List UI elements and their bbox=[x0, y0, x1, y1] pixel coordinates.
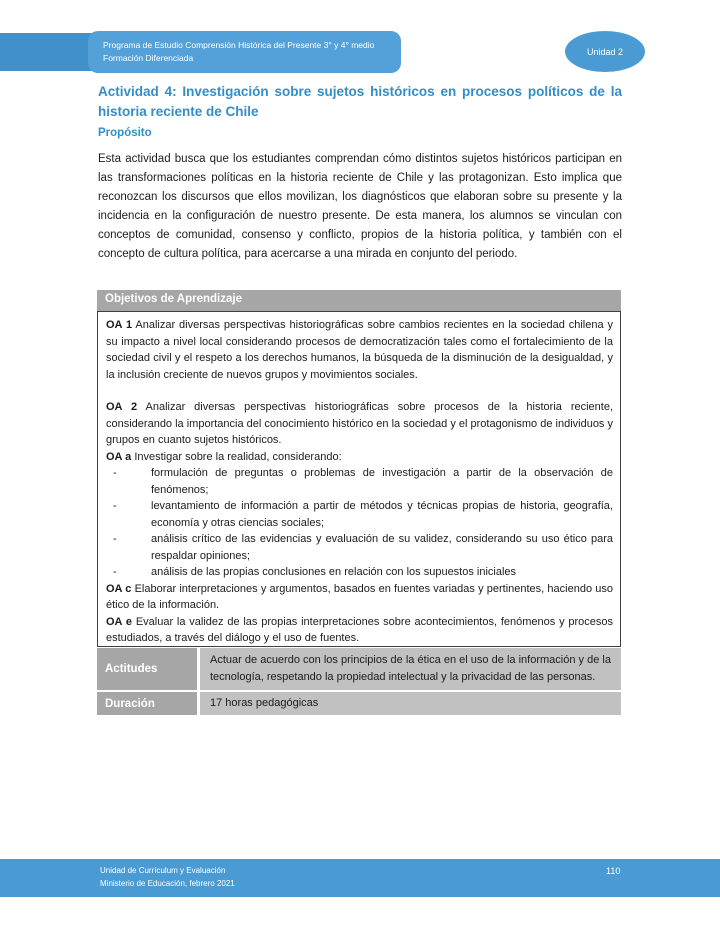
unit-badge bbox=[565, 31, 645, 72]
dash-bullet: - bbox=[113, 500, 117, 512]
bullet-item bbox=[106, 465, 613, 498]
oa2-text: Analizar diversas perspectivas historiográficas sobre procesos de la historia reciente, considerando la importancia del conocimiento histórico en la sociedad y el protagonismo de individuos y grupos en cuanto sujetos históricos. bbox=[106, 401, 614, 446]
oaa-item bbox=[106, 449, 613, 466]
bullet-item bbox=[106, 531, 613, 564]
program-title: Programa de Estudio Comprensión Histórica del Presente 3° y 4° medio bbox=[103, 40, 375, 50]
oaa-text: Investigar sobre la realidad, considerando: bbox=[134, 450, 342, 463]
oaa-label: OA a bbox=[106, 450, 132, 463]
oa1-label: OA 1 bbox=[106, 319, 133, 331]
purpose-heading: Propósito bbox=[98, 127, 152, 139]
duration-content bbox=[200, 692, 621, 715]
attitudes-label: Actitudes bbox=[97, 648, 200, 690]
oac-text: Elaborar interpretaciones y argumentos, basados en fuentes variadas y pertinentes, haciendo uso ético de la información. bbox=[106, 582, 613, 611]
duration-row bbox=[97, 692, 621, 715]
purpose-paragraph: Esta actividad busca que los estudiantes comprendan cómo distintos sujetos históricos participan en las transformaciones políticas en la historia reciente de Chile y las protagonizan. Esto implica que reconozcan los discursos que ellos movilizan, los diagnósticos que elaboran sobre su presente y la incidencia en la configuración de nuestro presente. De esta manera, los alumnos se vinculan con conceptos de comunidad, consenso y conflicto, propios de la historia política, y también con el concepto de cultura política, para acercarse a una mirada en conjunto del periodo. bbox=[98, 153, 622, 260]
oa2-item bbox=[106, 399, 613, 449]
footer-ministry: Ministerio de Educación, febrero 2021 bbox=[100, 878, 235, 888]
bullet-text: formulación de preguntas o problemas de investigación a partir de la observación de fenómenos; bbox=[151, 467, 613, 496]
objectives-table-body bbox=[97, 311, 621, 647]
dash-bullet: - bbox=[113, 566, 117, 578]
duration-label: Duración bbox=[97, 692, 200, 715]
bullet-item bbox=[106, 498, 613, 531]
objectives-table bbox=[97, 290, 621, 647]
oae-label: OA e bbox=[106, 615, 133, 628]
header-band bbox=[0, 33, 97, 71]
objectives-table-header: Objetivos de Aprendizaje bbox=[97, 290, 621, 311]
oa1-text: Analizar diversas perspectivas historiográficas sobre cambios recientes en la sociedad chilena y su impacto a nivel local considerando procesos de democratización tales como el fortalecimiento de la sociedad civil y el respeto a los derechos humanos, la búsqueda de la disminución de la desigualdad, y la inclusión creciente de nuevos grupos y movimientos sociales. bbox=[106, 319, 614, 381]
oa2-label: OA 2 bbox=[106, 401, 138, 413]
unit-badge-label: Unidad 2 bbox=[586, 46, 624, 57]
attitudes-text: Actuar de acuerdo con los principios de la ética en el uso de la información y de la tecnología, respetando la propiedad intelectual y la privacidad de las personas. bbox=[210, 654, 611, 683]
duration-text: 17 horas pedagógicas bbox=[210, 697, 319, 709]
footer-org: Unidad de Currículum y Evaluación bbox=[100, 866, 226, 875]
oae-text: Evaluar la validez de las propias interpretaciones sobre acontecimientos, fenómenos y procesos estudiados, a través del diálogo y el uso de fuentes. bbox=[106, 615, 614, 644]
footer-text-block bbox=[100, 865, 235, 890]
dash-bullet: - bbox=[113, 467, 117, 479]
bullet-text: análisis crítico de las evidencias y evaluación de su validez, considerando su uso ético para respaldar opiniones; bbox=[151, 533, 613, 562]
program-subtitle: Formación Diferenciada bbox=[103, 52, 194, 63]
bullet-text: levantamiento de información a partir de métodos y técnicas propias de historia, geografía, economía y otras ciencias sociales; bbox=[151, 500, 613, 529]
attitudes-content bbox=[200, 648, 621, 690]
oaa-bullet-list bbox=[106, 465, 613, 581]
footer-band bbox=[0, 859, 720, 897]
attitudes-row bbox=[97, 648, 621, 690]
dash-bullet: - bbox=[113, 533, 117, 545]
program-header-box bbox=[88, 31, 401, 73]
bullet-item bbox=[106, 564, 613, 581]
oac-label: OA c bbox=[106, 582, 132, 595]
page-number: 110 bbox=[606, 866, 621, 876]
bullet-text: análisis de las propias conclusiones en relación con los supuestos iniciales bbox=[151, 566, 517, 578]
activity-title: Actividad 4: Investigación sobre sujetos históricos en procesos políticos de la historia reciente de Chile bbox=[98, 84, 622, 119]
oac-item bbox=[106, 581, 613, 614]
oa1-item bbox=[106, 317, 613, 383]
oae-item bbox=[106, 614, 613, 647]
